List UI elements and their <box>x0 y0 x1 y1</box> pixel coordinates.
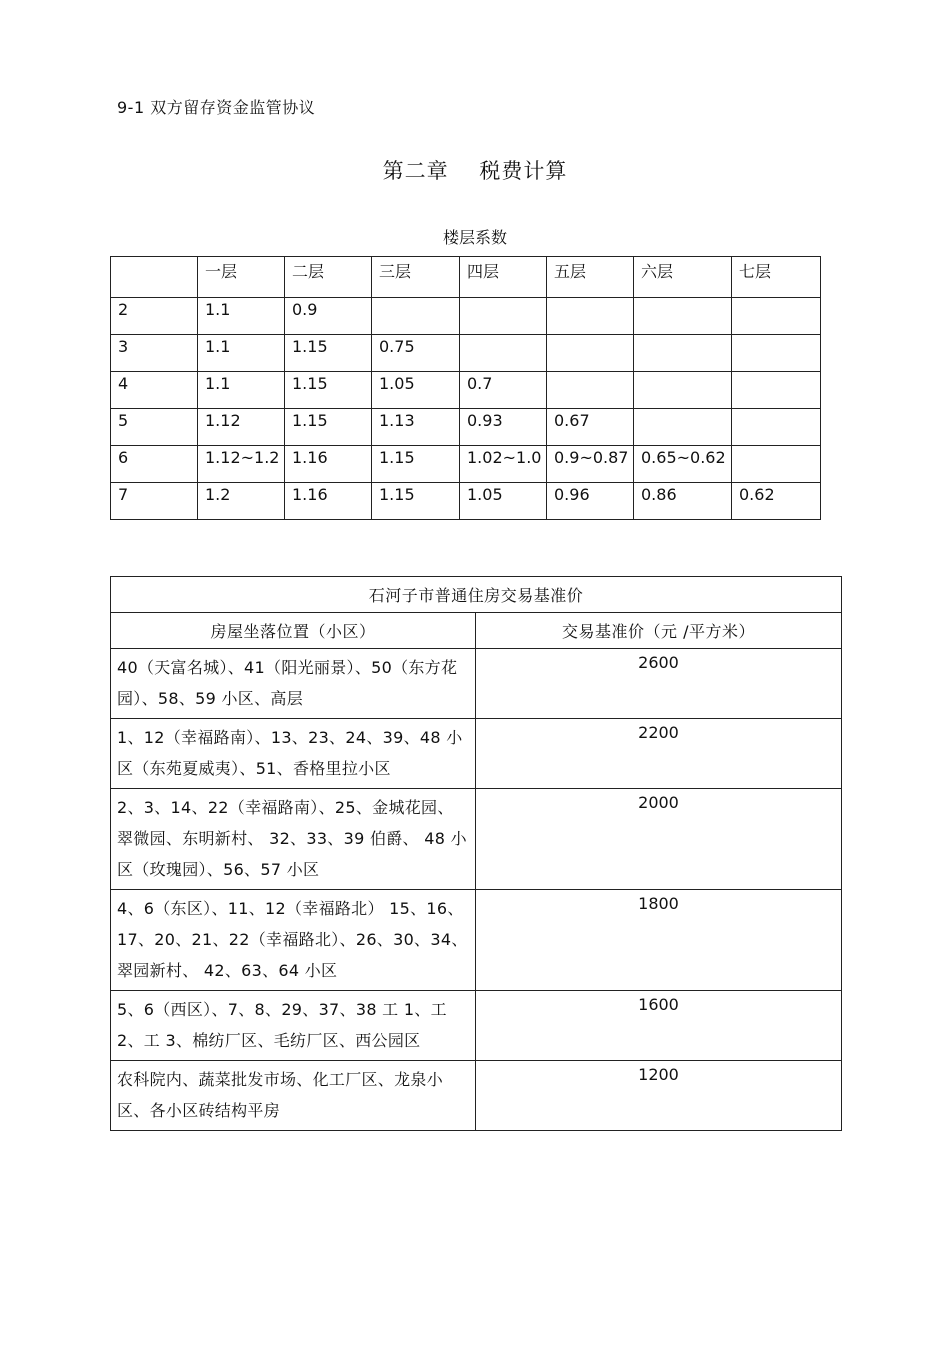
table-cell: 1.1 <box>198 335 285 372</box>
housing-price-table <box>110 576 842 1131</box>
table-cell: 0.9 <box>285 298 372 335</box>
price-cell: 2200 <box>476 719 842 789</box>
table-cell: 2 <box>111 298 198 335</box>
location-cell: 40（天富名城）、41（阳光丽景）、50（东方花园）、58、59 小区、高层 <box>111 649 476 719</box>
table-cell: 1.12~1.2 <box>198 446 285 483</box>
table-cell: 1.15 <box>285 372 372 409</box>
table-cell: 1.2 <box>198 483 285 520</box>
table-cell: 3 <box>111 335 198 372</box>
table-cell <box>634 298 732 335</box>
table-row <box>111 649 842 719</box>
price-cell: 2600 <box>476 649 842 719</box>
table-cell <box>460 335 547 372</box>
price-table-title-row <box>111 577 842 613</box>
table-cell: 7 <box>111 483 198 520</box>
price-table-header-row <box>111 613 842 649</box>
price-cell: 1600 <box>476 991 842 1061</box>
floor-header-cell: 四层 <box>460 257 547 298</box>
table-cell <box>732 409 821 446</box>
price-table-title: 石河子市普通住房交易基准价 <box>111 577 842 613</box>
table-cell <box>732 446 821 483</box>
floor-table-header-row <box>111 257 821 298</box>
table-cell: 1.15 <box>285 335 372 372</box>
table-cell: 0.67 <box>547 409 634 446</box>
floor-coefficient-table <box>110 256 821 520</box>
table-cell <box>460 298 547 335</box>
table-cell: 1.15 <box>372 483 460 520</box>
table-row <box>111 446 821 483</box>
location-cell: 5、6（西区）、7、8、29、37、38 工 1、工 2、工 3、棉纺厂区、毛纺厂区、西公园区 <box>111 991 476 1061</box>
floor-header-cell: 三层 <box>372 257 460 298</box>
table-cell: 0.7 <box>460 372 547 409</box>
table-cell: 0.93 <box>460 409 547 446</box>
location-cell: 1、12（幸福路南）、13、23、24、39、48 小区（东苑夏威夷）、51、香格里拉小区 <box>111 719 476 789</box>
table-cell <box>634 335 732 372</box>
table-cell: 0.75 <box>372 335 460 372</box>
table-row <box>111 789 842 890</box>
table-cell <box>547 335 634 372</box>
table-cell <box>732 372 821 409</box>
table-cell: 1.1 <box>198 298 285 335</box>
table-row <box>111 298 821 335</box>
floor-header-cell: 五层 <box>547 257 634 298</box>
table-cell <box>634 372 732 409</box>
table-row <box>111 483 821 520</box>
price-cell: 2000 <box>476 789 842 890</box>
table-cell: 1.02~1.0 <box>460 446 547 483</box>
table-cell <box>732 335 821 372</box>
location-cell: 4、6（东区）、11、12（幸福路北） 15、16、17、20、21、22（幸福路北）、26、30、34、翠园新村、 42、63、64 小区 <box>111 890 476 991</box>
floor-table-caption: 楼层系数 <box>442 228 507 247</box>
table-cell: 4 <box>111 372 198 409</box>
floor-header-cell: 七层 <box>732 257 821 298</box>
table-row <box>111 409 821 446</box>
table-cell: 1.05 <box>372 372 460 409</box>
table-row <box>111 991 842 1061</box>
floor-header-cell: 二层 <box>285 257 372 298</box>
table-cell: 1.1 <box>198 372 285 409</box>
document-header: 9-1 双方留存资金监管协议 <box>117 98 316 117</box>
table-cell: 1.13 <box>372 409 460 446</box>
table-row <box>111 719 842 789</box>
price-cell: 1800 <box>476 890 842 991</box>
price-cell: 1200 <box>476 1061 842 1131</box>
table-cell: 0.96 <box>547 483 634 520</box>
table-cell <box>547 298 634 335</box>
table-cell: 5 <box>111 409 198 446</box>
table-row <box>111 1061 842 1131</box>
floor-header-cell: 六层 <box>634 257 732 298</box>
column-header-price: 交易基准价（元 /平方米） <box>476 613 842 649</box>
table-cell: 1.05 <box>460 483 547 520</box>
table-cell: 1.15 <box>285 409 372 446</box>
table-cell: 0.9~0.87 <box>547 446 634 483</box>
chapter-title: 第二章 税费计算 <box>382 159 568 183</box>
location-cell: 2、3、14、22（幸福路南）、25、金城花园、翠微园、东明新村、 32、33、39 伯爵、 48 小区（玫瑰园）、56、57 小区 <box>111 789 476 890</box>
table-cell <box>372 298 460 335</box>
table-cell: 0.62 <box>732 483 821 520</box>
table-cell: 0.65~0.62 <box>634 446 732 483</box>
location-cell: 农科院内、蔬菜批发市场、化工厂区、龙泉小区、各小区砖结构平房 <box>111 1061 476 1131</box>
table-cell: 6 <box>111 446 198 483</box>
table-cell: 1.15 <box>372 446 460 483</box>
floor-header-cell <box>111 257 198 298</box>
table-cell: 1.12 <box>198 409 285 446</box>
table-cell: 1.16 <box>285 483 372 520</box>
floor-header-cell: 一层 <box>198 257 285 298</box>
table-row <box>111 890 842 991</box>
table-row <box>111 372 821 409</box>
table-cell: 1.16 <box>285 446 372 483</box>
table-cell: 0.86 <box>634 483 732 520</box>
table-row <box>111 335 821 372</box>
table-cell <box>547 372 634 409</box>
table-cell <box>732 298 821 335</box>
table-cell <box>634 409 732 446</box>
column-header-location: 房屋坐落位置（小区） <box>111 613 476 649</box>
